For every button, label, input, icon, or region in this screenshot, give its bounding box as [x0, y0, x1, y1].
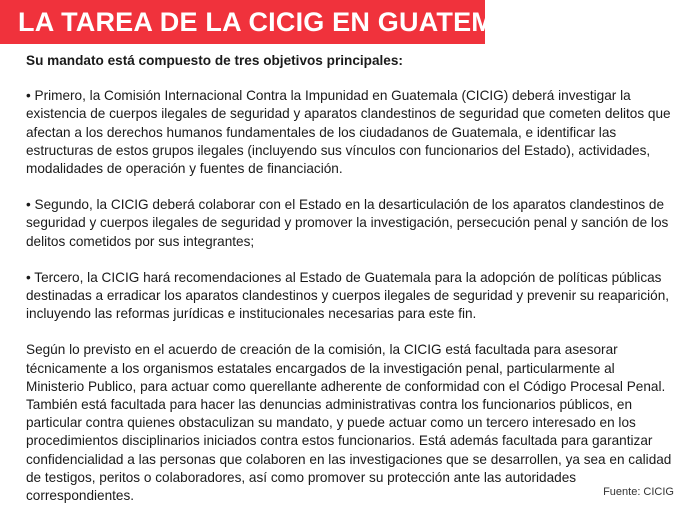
document-body: [26, 52, 676, 523]
objective-paragraph-1: • Primero, la Comisión Internacional Contra la Impunidad en Guatemala (CICIG) deberá investigar la existencia de cuerpos ilegales de seguridad y aparatos clandestinos de seguridad que cometen delitos que afectan a los derechos humanos fundamentales de los ciudadanos de Guatemala, e identificar las estructuras de estos grupos ilegales (incluyendo sus vínculos con funcionarios del Estado), actividades, modalidades de operación y fuentes de financiación.: [26, 88, 671, 177]
intro-heading: Su mandato está compuesto de tres objetivos principales:: [26, 53, 403, 68]
objective-paragraph-3: • Tercero, la CICIG hará recomendaciones al Estado de Guatemala para la adopción de políticas públicas destinadas a erradicar los aparatos clandestinos y cuerpos ilegales de seguridad y prevenir su reaparición, incluyendo las reformas jurídicas e institucionales necesarias para este fin.: [26, 269, 670, 322]
objective-paragraph-2: • Segundo, la CICIG deberá colaborar con el Estado en la desarticulación de los aparatos clandestinos de seguridad y cuerpos ilegales de seguridad y promover la investigación, persecución penal y sanción de los delitos cometidos por sus integrantes;: [26, 197, 669, 249]
source-credit: Fuente: CICIG: [603, 486, 674, 498]
title-banner: [0, 0, 551, 44]
mandate-paragraph: Según lo previsto en el acuerdo de creación de la comisión, la CICIG está facultada para asesorar técnicamente a los organismos estatales encargados de la investigación penal, particularmente al Ministerio Publico, para actuar como querellante adherente de conformidad con el Código Procesal Penal. También está facultada para hacer las denuncias administrativas contra los funcionarios públicos, en particular contra quienes obstaculizan su mandato, y puede actuar como un tercero interesado en los procedimientos disciplinarios iniciados contra estos funcionarios. Está además facultada para garantizar confidencialidad a las personas que colaboren en las investigaciones que se desarrollen, ya sea en calidad de testigos, peritos o colaboradores, así como promover su protección ante las autoridades correspondientes.: [26, 342, 672, 504]
page-title: LA TAREA DE LA CICIG EN GUATEMALA: [18, 7, 551, 37]
